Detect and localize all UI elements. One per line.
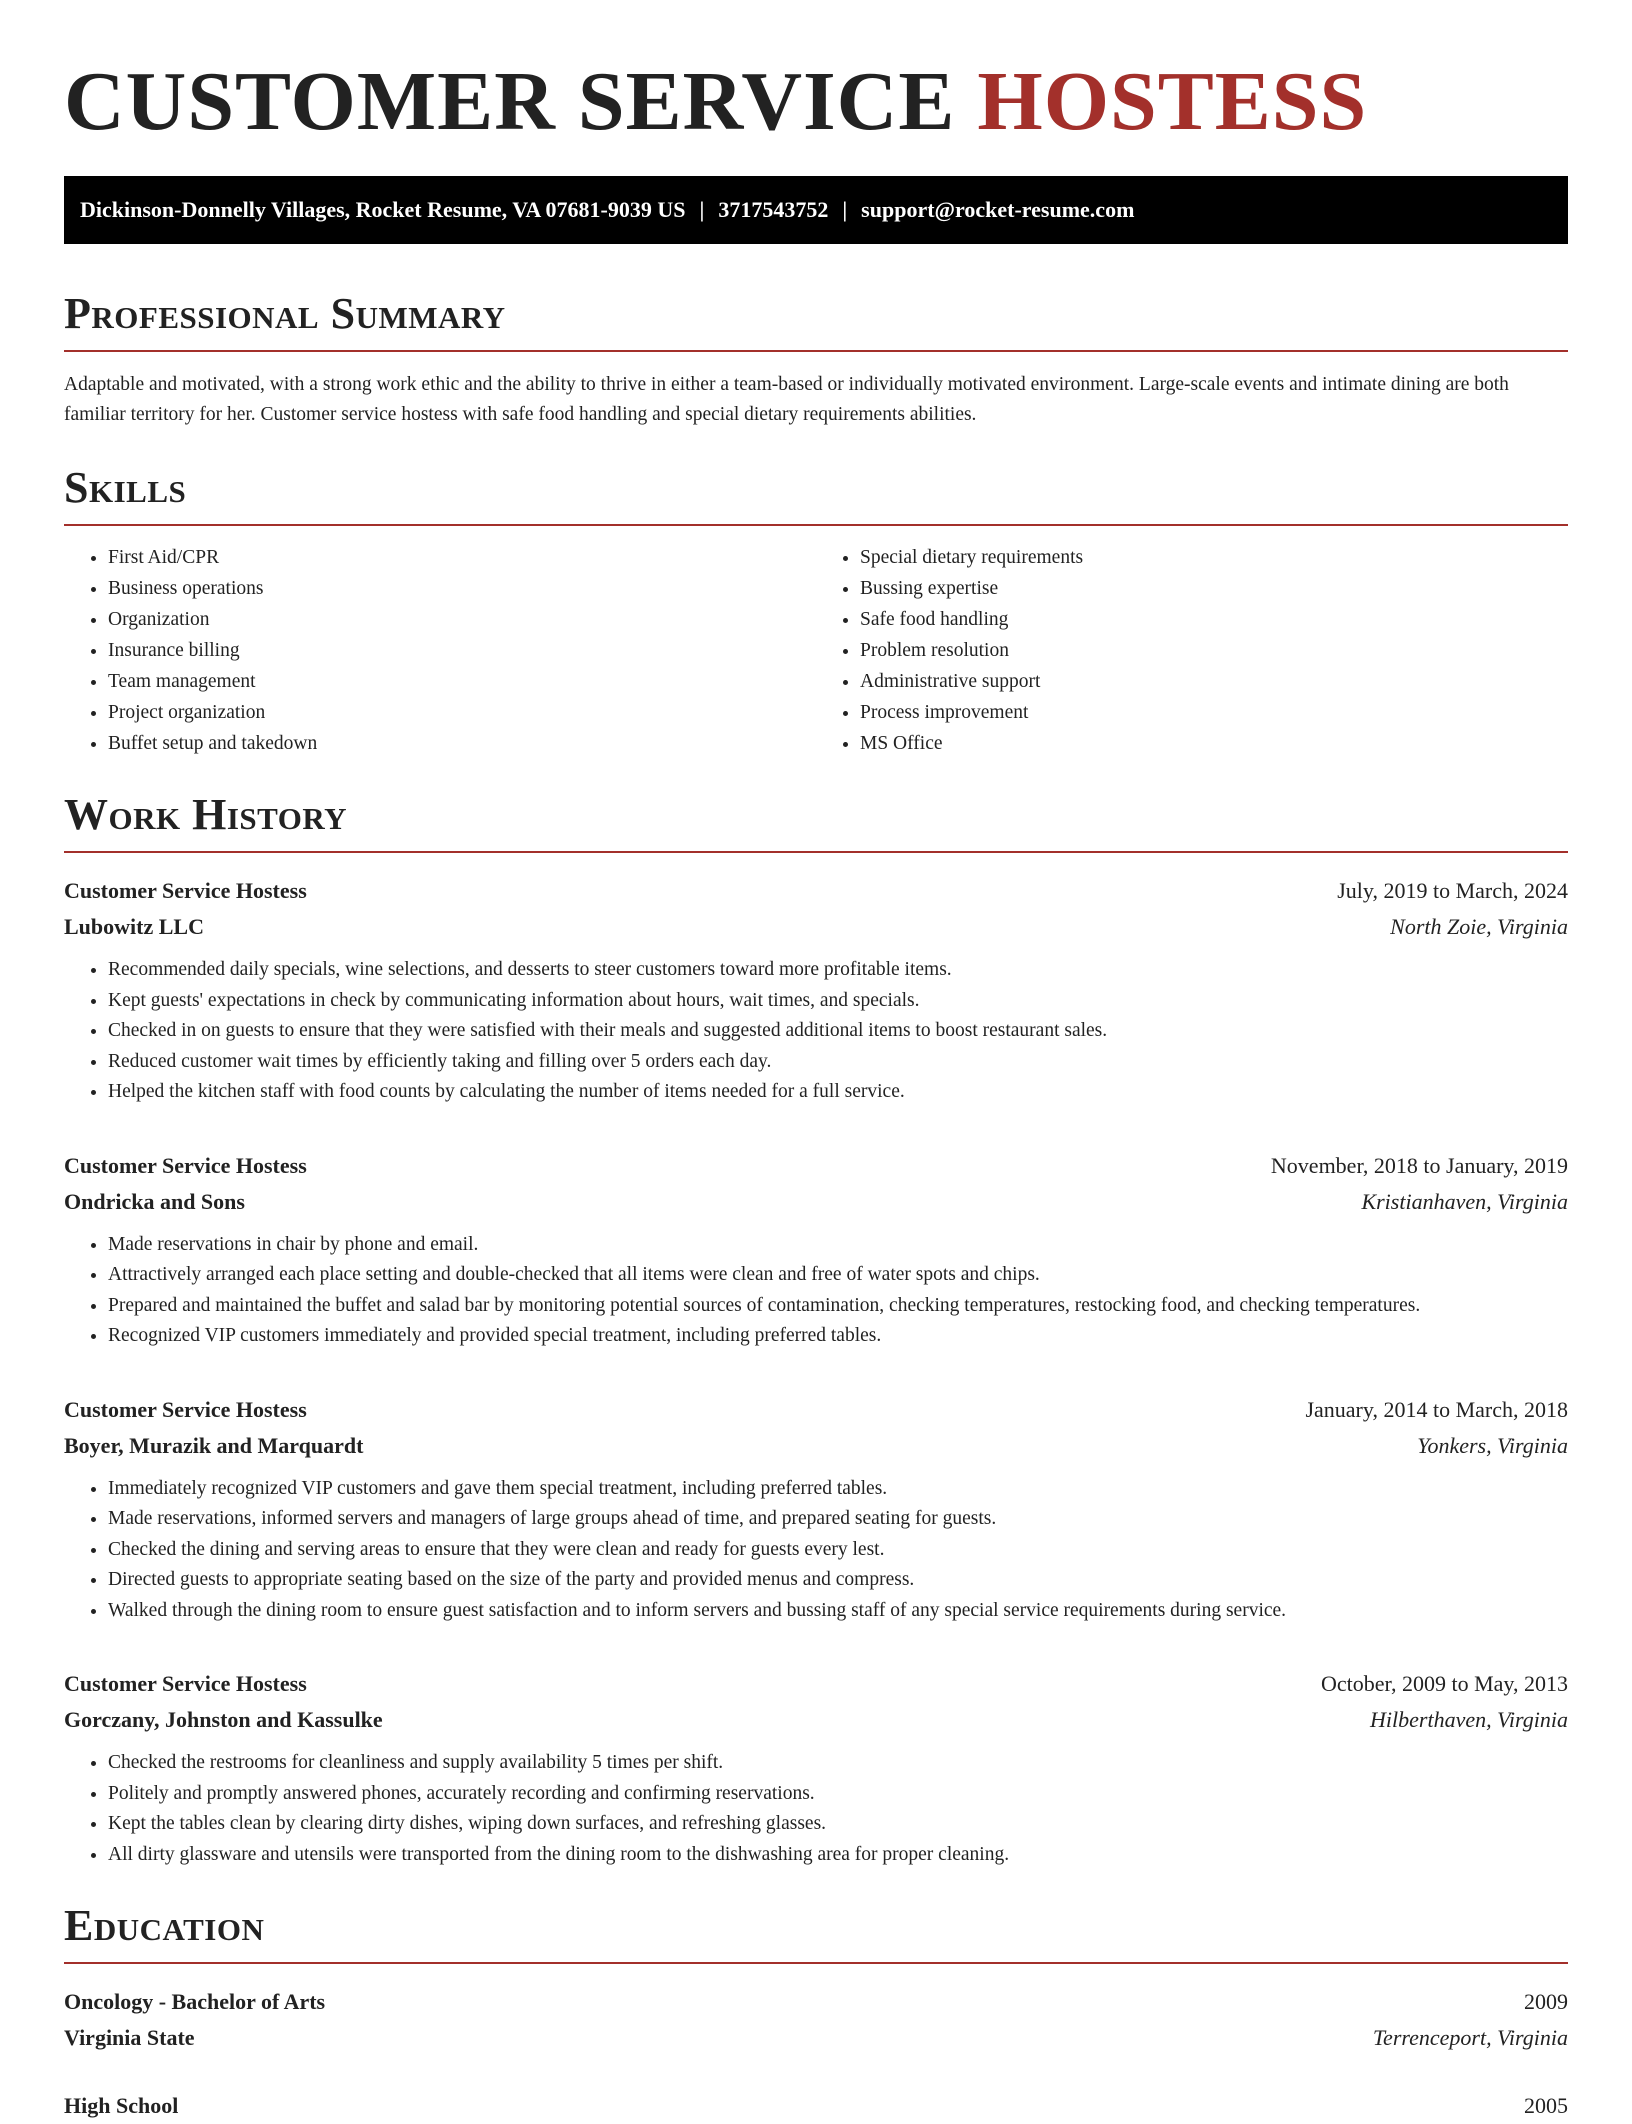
- job-bullet: • Attractively arranged each place setting and double-checked that all items were clean and free of water spots and chips.: [108, 1260, 1568, 1291]
- contact-phone: 3717543752: [718, 197, 829, 222]
- job-bullet: • Checked in on guests to ensure that they were satisfied with their meals and suggested additional items to boost restaurant sales.: [108, 1016, 1568, 1047]
- skill-item: • Team management: [108, 666, 816, 697]
- contact-separator: |: [699, 197, 705, 222]
- job-entry: [64, 873, 1568, 1108]
- skills-heading: Skills: [64, 466, 1568, 526]
- skills-list-left: [64, 542, 816, 759]
- job-bullet: • All dirty glassware and utensils were transported from the dining room to the dishwashing area for proper cleaning.: [108, 1840, 1568, 1871]
- resume-page: [64, 0, 1568, 2124]
- job-entry: [64, 1392, 1568, 1627]
- job-role: Customer Service Hostess: [64, 1396, 307, 1422]
- job-bullet: • Reduced customer wait times by efficiently taking and filling over 5 orders each day.: [108, 1047, 1568, 1078]
- job-entry: [64, 1666, 1568, 1870]
- job-bullet: • Directed guests to appropriate seating based on the size of the party and provided menus and compress.: [108, 1565, 1568, 1596]
- skill-item: • Project organization: [108, 697, 816, 728]
- job-bullet: • Politely and promptly answered phones, accurately recording and confirming reservations.: [108, 1779, 1568, 1810]
- skills-list-right: [816, 542, 1568, 759]
- job-bullet: • Recognized VIP customers immediately and provided special treatment, including preferred tables.: [108, 1321, 1568, 1352]
- skill-item: • Insurance billing: [108, 635, 816, 666]
- job-role: Customer Service Hostess: [64, 1152, 307, 1178]
- skill-item: • Special dietary requirements: [860, 542, 1568, 573]
- skill-item: • First Aid/CPR: [108, 542, 816, 573]
- job-bullet: • Walked through the dining room to ensure guest satisfaction and to inform servers and bussing staff of any special service requirements during service.: [108, 1596, 1568, 1627]
- job-location: Kristianhaven, Virginia: [1361, 1188, 1568, 1214]
- skill-item: • MS Office: [860, 728, 1568, 759]
- job-bullets: [64, 955, 1568, 1108]
- job-bullet: • Made reservations in chair by phone and email.: [108, 1230, 1568, 1261]
- skill-item: • Safe food handling: [860, 604, 1568, 635]
- skill-item: • Buffet setup and takedown: [108, 728, 816, 759]
- contact-separator: |: [842, 197, 848, 222]
- job-role: Customer Service Hostess: [64, 1671, 307, 1696]
- job-company: Boyer, Murazik and Marquardt: [64, 1432, 364, 1458]
- job-bullet: • Checked the dining and serving areas to ensure that they were clean and ready for guests every lest.: [108, 1535, 1568, 1566]
- education-year: 2009: [1524, 1989, 1568, 2014]
- education-entry: [64, 1984, 1568, 2056]
- job-bullets: [64, 1474, 1568, 1627]
- job-company: Lubowitz LLC: [64, 914, 204, 939]
- job-bullets: [64, 1748, 1568, 1870]
- job-bullet: • Helped the kitchen staff with food counts by calculating the number of items needed for a full service.: [108, 1077, 1568, 1108]
- summary-heading: Professional Summary: [64, 292, 1568, 352]
- contact-bar: [64, 176, 1568, 244]
- job-bullet: • Immediately recognized VIP customers and gave them special treatment, including preferred tables.: [108, 1474, 1568, 1505]
- education-school: Virginia State: [64, 2025, 195, 2050]
- skill-item: • Bussing expertise: [860, 573, 1568, 604]
- job-dates: July, 2019 to March, 2024: [1337, 878, 1568, 903]
- education-location: Terrenceport, Virginia: [1372, 2025, 1568, 2050]
- job-bullets: [64, 1230, 1568, 1352]
- job-dates: January, 2014 to March, 2018: [1305, 1396, 1568, 1422]
- contact-address: Dickinson-Donnelly Villages, Rocket Resume, VA 07681-9039 US: [80, 197, 686, 222]
- job-company: Ondricka and Sons: [64, 1188, 245, 1214]
- job-dates: October, 2009 to May, 2013: [1321, 1671, 1568, 1696]
- job-bullet: • Checked the restrooms for cleanliness and supply availability 5 times per shift.: [108, 1748, 1568, 1779]
- work-history-heading: Work History: [64, 793, 1568, 853]
- education-degree: Oncology - Bachelor of Arts: [64, 1989, 326, 2014]
- contact-email[interactable]: support@rocket-resume.com: [861, 197, 1135, 222]
- education-degree: High School: [64, 2093, 179, 2118]
- job-bullet: • Kept guests' expectations in check by communicating information about hours, wait times, and specials.: [108, 986, 1568, 1017]
- name-first: CUSTOMER SERVICE: [64, 55, 956, 148]
- skill-item: • Administrative support: [860, 666, 1568, 697]
- job-entry: [64, 1148, 1568, 1352]
- job-location: North Zoie, Virginia: [1390, 914, 1568, 939]
- resume-name: [64, 55, 1568, 152]
- education-year: 2005: [1524, 2093, 1568, 2118]
- summary-text: Adaptable and motivated, with a strong work ethic and the ability to thrive in either a team-based or individually motivated environment. Large-scale events and intimate dining are both familiar territory for her. Customer service hostess with safe food handling and special dietary requirements abilities.: [64, 374, 1509, 425]
- job-role: Customer Service Hostess: [64, 878, 307, 903]
- skill-item: • Organization: [108, 604, 816, 635]
- education-heading: Education: [64, 1904, 1568, 1964]
- name-last: HOSTESS: [977, 55, 1368, 148]
- job-bullet: • Prepared and maintained the buffet and salad bar by monitoring potential sources of contamination, checking temperatures, restocking food, and checking temperatures.: [108, 1291, 1568, 1322]
- skill-item: • Problem resolution: [860, 635, 1568, 666]
- job-bullet: • Recommended daily specials, wine selections, and desserts to steer customers toward more profitable items.: [108, 955, 1568, 986]
- job-bullet: • Made reservations, informed servers and managers of large groups ahead of time, and prepared seating for guests.: [108, 1504, 1568, 1535]
- job-location: Hilberthaven, Virginia: [1370, 1707, 1568, 1732]
- job-company: Gorczany, Johnston and Kassulke: [64, 1707, 383, 1732]
- skills-grid: [64, 542, 1568, 759]
- skill-item: • Business operations: [108, 573, 816, 604]
- job-location: Yonkers, Virginia: [1417, 1432, 1568, 1458]
- education-entry: [64, 2088, 1568, 2124]
- skill-item: • Process improvement: [860, 697, 1568, 728]
- job-dates: November, 2018 to January, 2019: [1270, 1152, 1568, 1178]
- job-bullet: • Kept the tables clean by clearing dirty dishes, wiping down surfaces, and refreshing glasses.: [108, 1809, 1568, 1840]
